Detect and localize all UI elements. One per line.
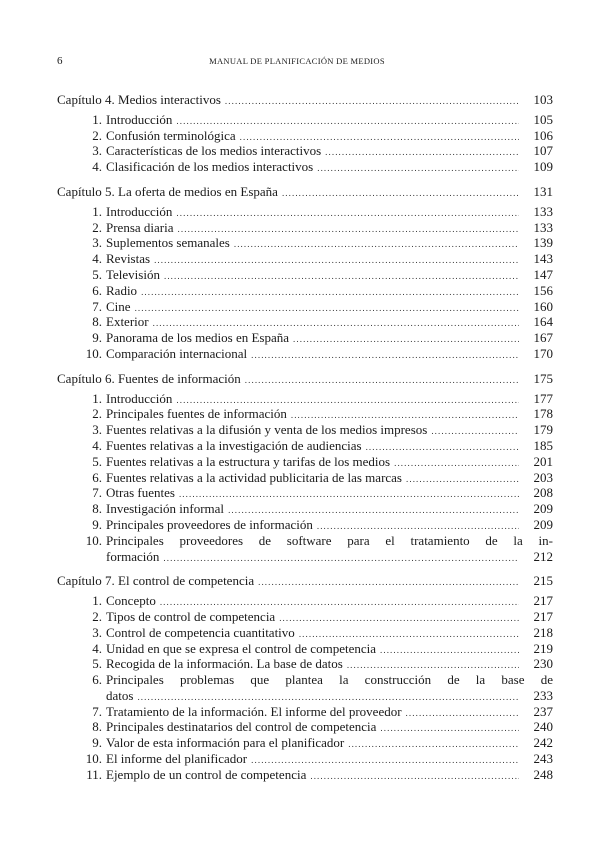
entry-label: Introducción — [106, 203, 173, 219]
entry-page: 218 — [533, 624, 553, 640]
dot-leader — [293, 332, 519, 348]
entry-number: 9. — [92, 516, 102, 532]
toc-entry — [57, 406, 553, 422]
dot-leader — [258, 575, 519, 591]
toc-entry — [57, 533, 553, 549]
toc-entry — [57, 704, 553, 720]
entry-label: Introducción — [106, 390, 173, 406]
toc-entry — [57, 593, 553, 609]
entry-label: Clasificación de los medios interactivos — [106, 159, 314, 175]
entry-page: 240 — [533, 719, 553, 735]
dot-leader — [325, 145, 519, 161]
entry-page: 212 — [533, 548, 553, 564]
entry-label: Prensa diaria — [106, 219, 174, 235]
toc-entry — [57, 625, 553, 641]
entry-number: 10. — [85, 345, 102, 361]
entry-number: 2. — [92, 127, 102, 143]
entry-label: Suplementos semanales — [106, 235, 230, 251]
dot-leader — [245, 373, 519, 389]
dot-leader — [234, 237, 519, 253]
dot-leader — [164, 269, 519, 285]
entry-label: Control de competencia cuantitativo — [106, 624, 295, 640]
toc-entry — [57, 283, 553, 299]
entry-page: 243 — [533, 751, 553, 767]
dot-leader — [282, 186, 519, 202]
entry-page: 170 — [533, 345, 553, 361]
entry-number: 3. — [92, 235, 102, 251]
entry-page: 179 — [533, 422, 553, 438]
toc-entry — [57, 767, 553, 783]
entry-label-continuation: formación — [106, 548, 160, 564]
entry-page: 233 — [533, 687, 553, 703]
entry-label: Panorama de los medios en España — [106, 330, 290, 346]
chapter-title: Capítulo 6. Fuentes de información — [57, 370, 241, 386]
toc-entry-continuation — [57, 688, 553, 704]
entry-label: Concepto — [106, 593, 156, 609]
entry-label: Televisión — [106, 266, 160, 282]
entry-label: Exterior — [106, 314, 149, 330]
dot-leader — [310, 769, 519, 785]
entry-label: Radio — [106, 282, 138, 298]
dot-leader — [163, 551, 519, 567]
toc-entry — [57, 128, 553, 144]
chapter-page: 175 — [533, 370, 553, 386]
entry-number: 2. — [92, 608, 102, 624]
entry-page: 133 — [533, 219, 553, 235]
entry-label: Recogida de la información. La base de datos — [106, 656, 343, 672]
entry-number: 4. — [92, 159, 102, 175]
dot-leader — [317, 161, 519, 177]
chapter-heading — [57, 371, 553, 387]
entry-number: 9. — [92, 735, 102, 751]
entry-page: 156 — [533, 282, 553, 298]
entry-page: 248 — [533, 766, 553, 782]
entry-number: 5. — [92, 453, 102, 469]
entry-page: 177 — [533, 390, 553, 406]
dot-leader — [380, 721, 519, 737]
dot-leader — [251, 348, 519, 364]
toc-entry — [57, 485, 553, 501]
toc-chapter — [57, 92, 553, 175]
entry-page: 160 — [533, 298, 553, 314]
entry-number: 4. — [92, 640, 102, 656]
toc-entry — [57, 143, 553, 159]
entry-number: 7. — [92, 485, 102, 501]
entry-number: 10. — [85, 532, 102, 548]
entry-label: Unidad en que se expresa el control de competencia — [106, 640, 376, 656]
toc-entry — [57, 735, 553, 751]
entry-number: 9. — [92, 330, 102, 346]
toc-entry — [57, 112, 553, 128]
entry-number: 8. — [92, 314, 102, 330]
entry-label: Confusión terminológica — [106, 127, 236, 143]
entry-number: 8. — [92, 501, 102, 517]
toc-entry — [57, 299, 553, 315]
dot-leader — [394, 456, 519, 472]
toc-entry — [57, 391, 553, 407]
entry-label: El informe del planificador — [106, 751, 248, 767]
toc-chapter — [57, 371, 553, 565]
entry-page: 164 — [533, 314, 553, 330]
toc-entry — [57, 267, 553, 283]
entry-page: 106 — [533, 127, 553, 143]
entry-page: 107 — [533, 143, 553, 159]
toc-entry — [57, 641, 553, 657]
entry-label: Valor de esta información para el planificador — [106, 735, 345, 751]
entry-page: 209 — [533, 516, 553, 532]
entry-number: 10. — [85, 751, 102, 767]
entry-number: 2. — [92, 219, 102, 235]
page-header — [57, 55, 537, 69]
entry-label: Características de los medios interactivos — [106, 143, 322, 159]
entry-number: 6. — [92, 469, 102, 485]
toc-entry — [57, 501, 553, 517]
entry-number: 1. — [92, 111, 102, 127]
toc-entry — [57, 454, 553, 470]
toc-entry — [57, 609, 553, 625]
chapter-page: 215 — [533, 573, 553, 589]
entry-label: Fuentes relativas a la difusión y venta de los medios impresos — [106, 422, 428, 438]
dot-leader — [176, 206, 519, 222]
entry-number: 6. — [92, 282, 102, 298]
entry-page: 109 — [533, 159, 553, 175]
toc-entry — [57, 672, 553, 688]
entry-label: Revistas — [106, 251, 151, 267]
toc-entry-continuation — [57, 549, 553, 565]
entry-label: Fuentes relativas a la estructura y tarifas de los medios — [106, 453, 391, 469]
chapter-page: 131 — [533, 183, 553, 199]
toc-entry — [57, 470, 553, 486]
toc-entry — [57, 751, 553, 767]
entry-number: 5. — [92, 266, 102, 282]
toc-entry — [57, 346, 553, 362]
entry-label: Tipos de control de competencia — [106, 608, 276, 624]
toc-entry — [57, 159, 553, 175]
entry-number: 1. — [92, 593, 102, 609]
entry-label: Investigación informal — [106, 501, 225, 517]
entry-number: 2. — [92, 406, 102, 422]
dot-leader — [380, 643, 519, 659]
entry-page: 217 — [533, 593, 553, 609]
toc-chapter — [57, 184, 553, 362]
dot-leader — [348, 737, 519, 753]
entry-page: 219 — [533, 640, 553, 656]
entry-page: 203 — [533, 469, 553, 485]
entry-page: 185 — [533, 437, 553, 453]
chapter-title: Capítulo 5. La oferta de medios en España — [57, 183, 278, 199]
entry-page: 105 — [533, 111, 553, 127]
entry-number: 4. — [92, 437, 102, 453]
entry-label: Principales problemas que plantea la construcción de la base de — [106, 672, 553, 688]
entry-label-continuation: datos — [106, 687, 134, 703]
entry-label: Fuentes relativas a la investigación de audiencias — [106, 437, 362, 453]
entry-page: 147 — [533, 266, 553, 282]
entry-label: Fuentes relativas a la actividad publicitaria de las marcas — [106, 469, 402, 485]
page-number: 6 — [57, 55, 63, 67]
toc-entry — [57, 719, 553, 735]
entry-number: 8. — [92, 719, 102, 735]
entry-label: Tratamiento de la información. El informe del proveedor — [106, 703, 402, 719]
toc-entry — [57, 438, 553, 454]
entry-label: Introducción — [106, 111, 173, 127]
entry-number: 11. — [86, 766, 102, 782]
toc-entry — [57, 251, 553, 267]
toc-chapter — [57, 573, 553, 782]
entry-label: Principales destinatarios del control de competencia — [106, 719, 377, 735]
entry-page: 217 — [533, 608, 553, 624]
entry-number: 7. — [92, 298, 102, 314]
entry-label: Principales fuentes de información — [106, 406, 287, 422]
chapter-heading — [57, 184, 553, 200]
table-of-contents — [57, 92, 553, 792]
toc-entry — [57, 314, 553, 330]
toc-entry — [57, 656, 553, 672]
chapter-heading — [57, 573, 553, 589]
dot-leader — [179, 487, 519, 503]
toc-entry — [57, 330, 553, 346]
dot-leader — [279, 611, 519, 627]
entry-label: Otras fuentes — [106, 485, 175, 501]
entry-page: 242 — [533, 735, 553, 751]
dot-leader — [431, 424, 519, 440]
entry-page: 201 — [533, 453, 553, 469]
entry-page: 133 — [533, 203, 553, 219]
running-title: MANUAL DE PLANIFICACIÓN DE MEDIOS — [209, 56, 385, 66]
entry-label: Ejemplo de un control de competencia — [106, 766, 307, 782]
entry-page: 237 — [533, 703, 553, 719]
entry-number: 1. — [92, 203, 102, 219]
entry-number: 3. — [92, 422, 102, 438]
entry-page: 209 — [533, 501, 553, 517]
entry-number: 1. — [92, 390, 102, 406]
entry-page: 139 — [533, 235, 553, 251]
toc-entry — [57, 235, 553, 251]
entry-label: Principales proveedores de información — [106, 516, 313, 532]
chapter-page: 103 — [533, 92, 553, 107]
dot-leader — [406, 472, 519, 488]
toc-entry — [57, 204, 553, 220]
entry-number: 3. — [92, 624, 102, 640]
entry-label: Cine — [106, 298, 131, 314]
entry-number: 7. — [92, 703, 102, 719]
dot-leader — [406, 706, 519, 722]
dot-leader — [141, 285, 519, 301]
entry-label: Comparación internacional — [106, 345, 248, 361]
entry-number: 3. — [92, 143, 102, 159]
entry-number: 6. — [92, 672, 102, 688]
toc-entry — [57, 422, 553, 438]
entry-page: 208 — [533, 485, 553, 501]
toc-entry — [57, 517, 553, 533]
entry-number: 4. — [92, 251, 102, 267]
chapter-heading — [57, 92, 553, 108]
entry-page: 178 — [533, 406, 553, 422]
entry-label: Principales proveedores de software para el tratamiento de la in- — [106, 532, 553, 548]
chapter-title: Capítulo 4. Medios interactivos — [57, 92, 221, 107]
entry-page: 167 — [533, 330, 553, 346]
entry-number: 5. — [92, 656, 102, 672]
dot-leader — [135, 301, 519, 317]
dot-leader — [154, 253, 519, 269]
entry-page: 230 — [533, 656, 553, 672]
dot-leader — [225, 94, 519, 110]
entry-page: 143 — [533, 251, 553, 267]
toc-entry — [57, 220, 553, 236]
chapter-title: Capítulo 7. El control de competencia — [57, 573, 255, 589]
